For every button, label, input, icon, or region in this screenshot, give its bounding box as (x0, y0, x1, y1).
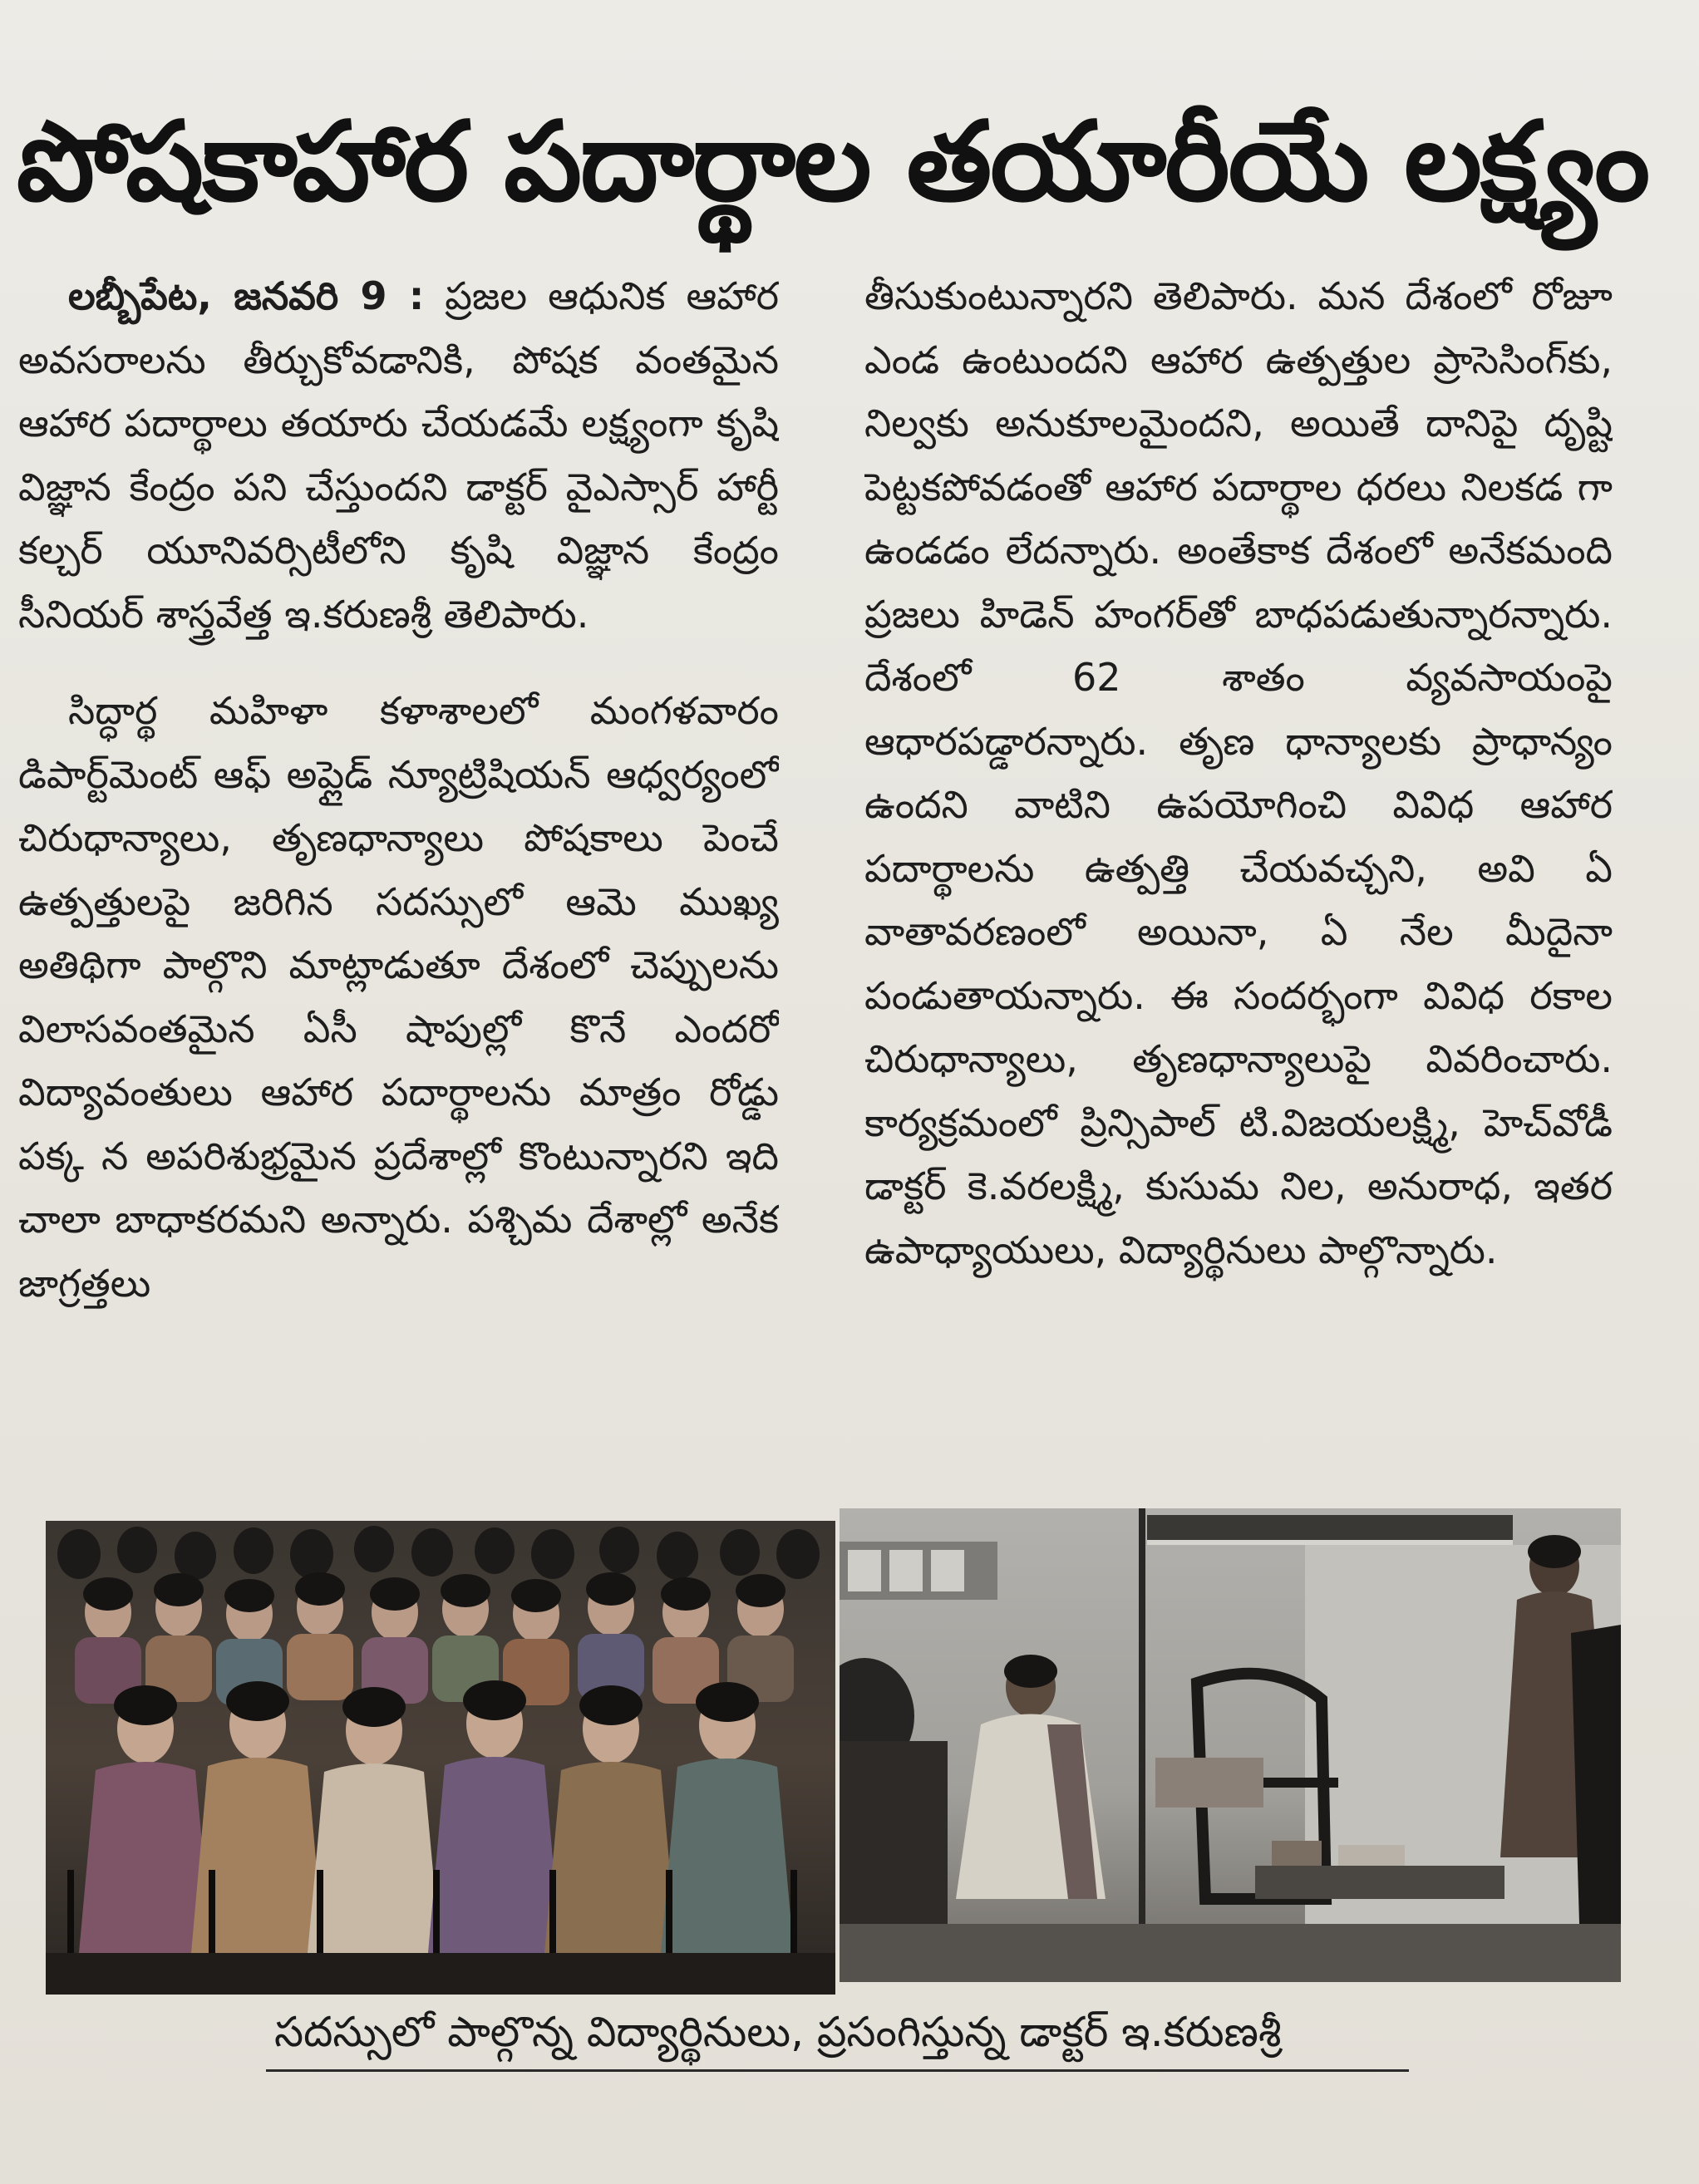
photo-speaker (840, 1508, 1621, 1982)
paragraph-text: ప్రజల ఆధునిక ఆహార అవసరాలను తీర్చుకోవడానికి, పోషక వంతమైన ఆహార పదార్థాలు తయారు చేయడమే లక్ష్యంగా కృషి విజ్ఞాన కేంద్రం పని చేస్తుందని డాక్టర్ వైఎస్సార్ హార్టీ కల్చర్ యూనివర్సిటీలోని కృషి విజ్ఞాన కేంద్రం సీనియర్ శాస్త్రవేత్త ఇ.కరుణశ్రీ తెలిపారు. (18, 273, 779, 637)
audience-photo-image (46, 1521, 835, 1995)
photo-caption: సదస్సులో పాల్గొన్న విద్యార్థినులు, ప్రసంగిస్తున్న డాక్టర్ ఇ.కరుణశ్రీ (274, 2008, 1282, 2056)
article-column-right (864, 264, 1613, 1494)
article-paragraph: సిద్ధార్థ మహిళా కళాశాలలో మంగళవారం డిపార్ట్‌మెంట్ ఆఫ్ అప్లైడ్ న్యూట్రిషియన్ ఆధ్వర్యంలో చిరుధాన్యాలు, తృణధాన్యాలు పోషకాలు పెంచే ఉత్పత్తులపై జరిగిన సదస్సులో ఆమె ముఖ్య అతిథిగా పాల్గొని మాట్లాడుతూ దేశంలో చెప్పులను విలాసవంతమైన ఏసీ షాపుల్లో కొనే ఎందరో విద్యావంతులు ఆహార పదార్థాలను మాత్రం రోడ్డు పక్క న అపరిశుభ్రమైన ప్రదేశాల్లో కొంటున్నారని ఇది చాలా బాధాకరమని అన్నారు. పశ్చిమ దేశాల్లో అనేక జాగ్రత్తలు (18, 688, 779, 1306)
article-paragraph (18, 264, 779, 646)
dateline: లబ్బీపేట, జనవరి 9 : (68, 273, 425, 318)
article-column-left (18, 264, 779, 1517)
speaker-photo-image (840, 1508, 1621, 1982)
caption-underline (266, 2069, 1409, 2072)
photo-audience (46, 1521, 835, 1995)
headline: పోషకాహార పదార్థాల తయారీయే లక్ష్యం (17, 98, 1649, 226)
article-paragraph: తీసుకుంటున్నారని తెలిపారు. మన దేశంలో రోజూ ఎండ ఉంటుందని ఆహార ఉత్పత్తుల ప్రాసెసింగ్‌కు, నిల్వకు అనుకూలమైందని, అయితే దానిపై దృష్టి పెట్టకపోవడంతో ఆహార పదార్థాల ధరలు నిలకడ గా ఉండడం లేదన్నారు. అంతేకాక దేశంలో అనేకమంది ప్రజలు హిడెన్ హంగర్‌తో బాధపడుతున్నారన్నారు. దేశంలో 62 శాతం వ్యవసాయంపై ఆధారపడ్డారన్నారు. తృణ ధాన్యాలకు ప్రాధాన్యం ఉందని వాటిని ఉపయోగించి వివిధ ఆహార పదార్థాలను ఉత్పత్తి చేయవచ్చని, అవి ఏ వాతావరణంలో అయినా, ఏ నేల మీదైనా పండుతాయన్నారు. ఈ సందర్భంగా వివిధ రకాల చిరుధాన్యాలు, తృణధాన్యాలుపై వివరించారు. కార్యక్రమంలో ప్రిన్సిపాల్ టి.విజయలక్ష్మి, హెచ్‌వోడీ డాక్టర్ కె.వరలక్ష్మి, కుసుమ నిల, అనురాధ, ఇతర ఉపాధ్యాయులు, విద్యార్థినులు పాల్గొన్నారు. (864, 273, 1613, 1272)
